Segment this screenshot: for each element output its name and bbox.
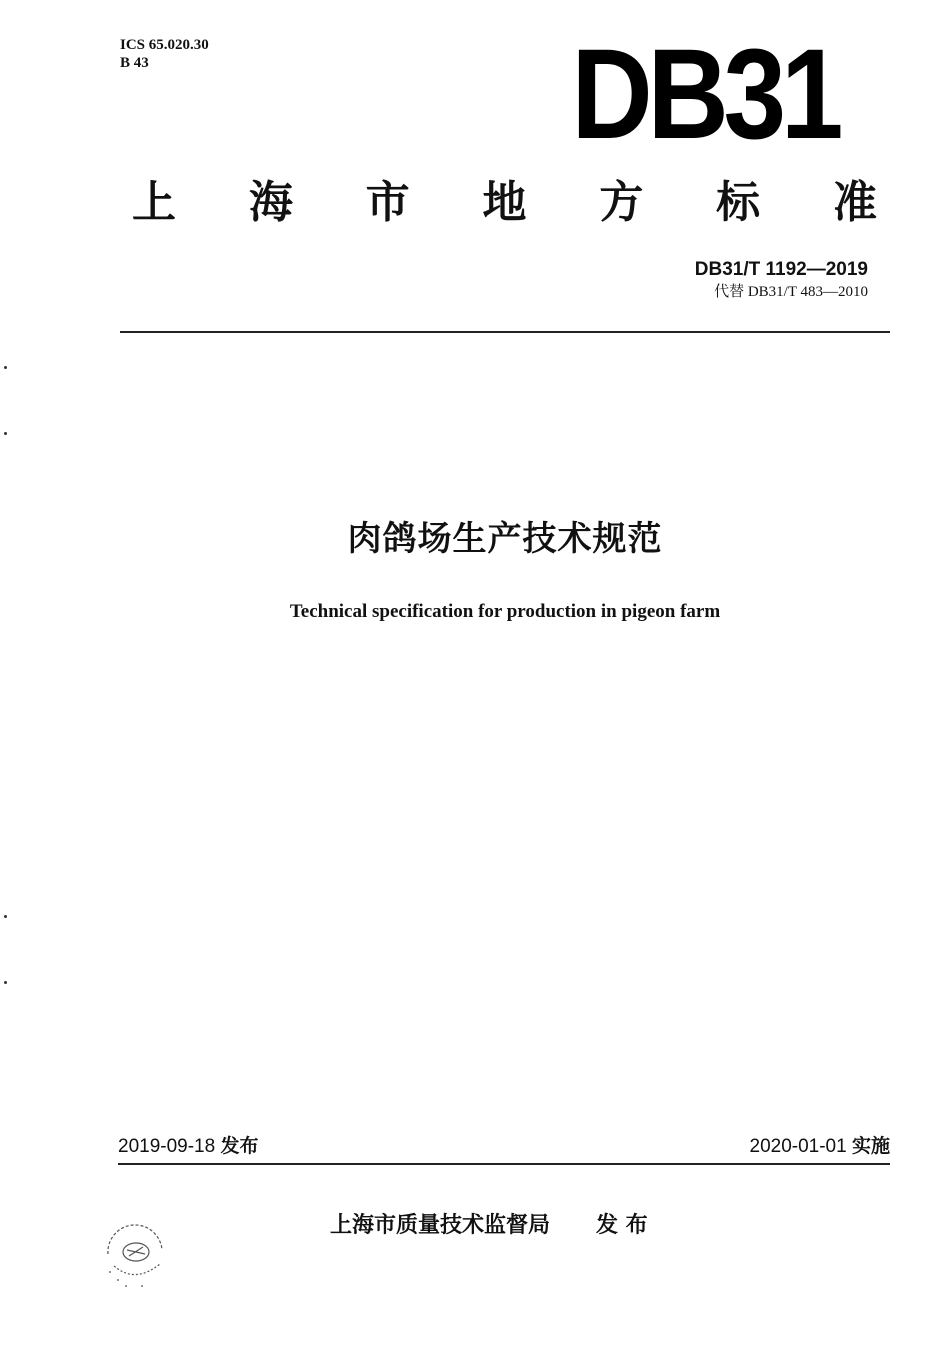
- header-title-char: 准: [832, 177, 877, 228]
- issue-date: [118, 1134, 259, 1159]
- ics-code: ICS 65.020.30: [120, 37, 209, 53]
- header-title-char: 市: [365, 177, 410, 228]
- issue-date-label: 发布: [220, 1135, 259, 1157]
- replaces-standard: 代替 DB31/T 483—2010: [714, 284, 868, 300]
- issuer-name: 上海市质量技术监督局: [330, 1213, 551, 1238]
- scan-mark: [4, 366, 7, 369]
- header-title-char: 海: [248, 177, 293, 228]
- implementation-date: [750, 1134, 891, 1159]
- implementation-date-label: 实施: [851, 1135, 890, 1157]
- scan-mark: [4, 915, 7, 918]
- top-divider: [120, 331, 890, 333]
- classification-codes: [120, 36, 209, 72]
- issuer-action: 发 布: [596, 1213, 648, 1238]
- scan-mark: [4, 432, 7, 435]
- header-title: [132, 178, 877, 228]
- header-title-char: 地: [482, 177, 527, 228]
- header-title-char: 方: [599, 177, 644, 228]
- standard-code-logo: DB31: [571, 23, 838, 166]
- header-title-char: 上: [132, 177, 176, 228]
- issuing-authority: [330, 1212, 648, 1240]
- scan-mark: [4, 981, 7, 984]
- ccs-code: B 43: [120, 55, 149, 71]
- document-title-zh: 肉鸽场生产技术规范: [347, 519, 663, 559]
- official-seal-icon: [96, 1214, 174, 1292]
- implementation-date-value: 2020-01-01: [749, 1136, 847, 1157]
- bottom-divider: [118, 1163, 890, 1165]
- standard-number: DB31/T 1192—2019: [694, 259, 868, 280]
- header-title-char: 标: [716, 177, 761, 228]
- document-title-en: Technical specification for production in pigeon farm: [289, 601, 721, 622]
- issue-date-value: 2019-09-18: [118, 1136, 216, 1157]
